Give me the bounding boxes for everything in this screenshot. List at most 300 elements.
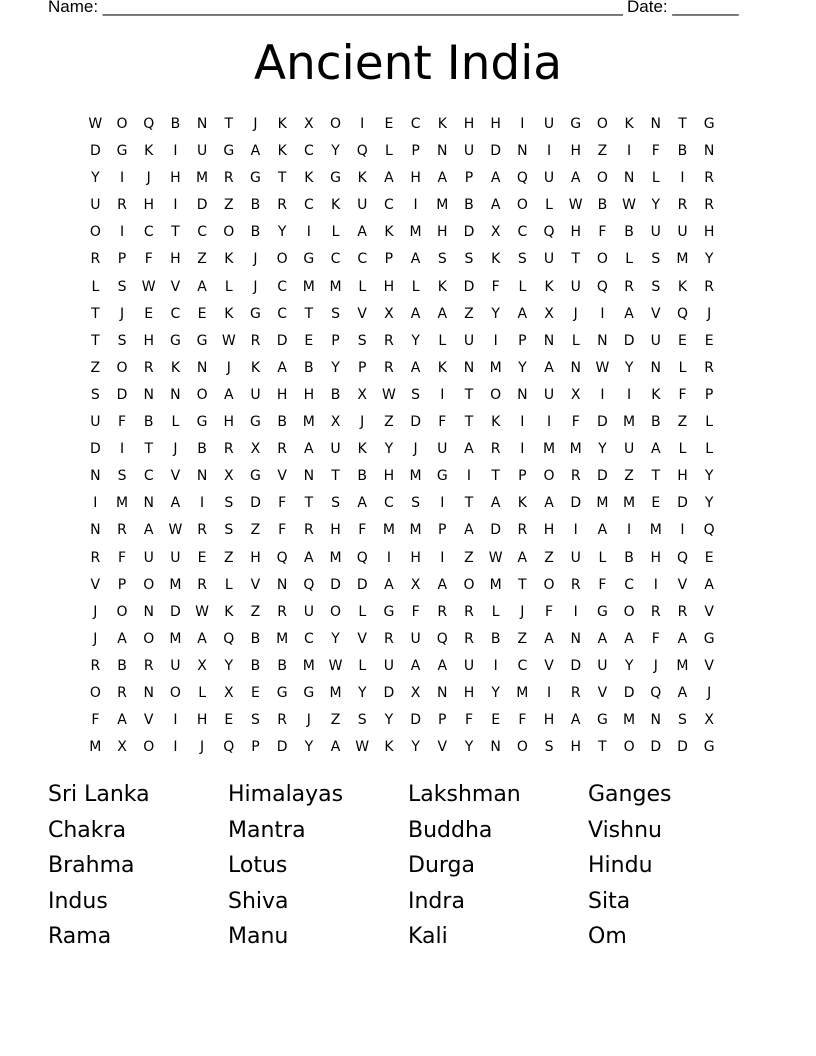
grid-letter[interactable]: G (303, 251, 315, 268)
grid-letter[interactable]: D (597, 414, 608, 431)
grid-letter[interactable]: J (253, 251, 258, 268)
grid-letter[interactable]: O (490, 386, 502, 403)
grid-letter[interactable]: Q (543, 224, 555, 241)
grid-letter[interactable]: F (598, 576, 607, 593)
grid-letter[interactable]: A (544, 630, 554, 647)
grid-letter[interactable]: A (384, 170, 394, 187)
grid-letter[interactable]: M (569, 441, 582, 458)
grid-letter[interactable]: T (518, 576, 527, 593)
grid-letter[interactable]: U (196, 143, 208, 160)
grid-letter[interactable]: R (570, 576, 581, 593)
grid-letter[interactable]: F (438, 414, 447, 431)
grid-letter[interactable]: W (141, 278, 156, 295)
grid-letter[interactable]: M (409, 224, 422, 241)
grid-letter[interactable]: A (197, 278, 207, 295)
grid-letter[interactable]: Z (90, 359, 101, 376)
grid-letter[interactable]: D (490, 522, 502, 539)
grid-letter[interactable]: G (250, 170, 261, 187)
grid-letter[interactable]: O (276, 251, 288, 268)
grid-letter[interactable]: A (704, 576, 714, 593)
grid-letter[interactable]: N (703, 143, 715, 160)
grid-letter[interactable]: L (358, 603, 367, 620)
grid-letter[interactable]: T (598, 739, 607, 756)
grid-letter[interactable]: K (651, 386, 661, 403)
grid-letter[interactable]: E (144, 305, 154, 322)
grid-letter[interactable]: I (200, 495, 205, 512)
grid-letter[interactable]: F (678, 386, 687, 403)
grid-letter[interactable]: U (303, 603, 314, 620)
grid-letter[interactable]: L (411, 278, 420, 295)
grid-letter[interactable]: H (410, 170, 421, 187)
grid-letter[interactable]: R (90, 549, 101, 566)
grid-letter[interactable]: A (357, 495, 367, 512)
grid-letter[interactable]: O (143, 576, 155, 593)
grid-letter[interactable]: A (437, 305, 448, 322)
grid-letter[interactable]: H (143, 332, 154, 349)
grid-letter[interactable]: U (170, 657, 181, 674)
grid-letter[interactable]: F (118, 414, 127, 431)
grid-letter[interactable]: S (411, 495, 421, 512)
grid-letter[interactable]: B (250, 657, 261, 674)
grid-letter[interactable]: I (653, 576, 658, 593)
grid-letter[interactable]: R (303, 522, 314, 539)
grid-letter[interactable]: A (117, 712, 127, 729)
grid-letter[interactable]: V (437, 739, 448, 756)
grid-letter[interactable]: C (517, 657, 528, 674)
grid-letter[interactable]: A (197, 630, 207, 647)
grid-letter[interactable]: Z (250, 603, 261, 620)
grid-letter[interactable]: D (276, 739, 288, 756)
grid-letter[interactable]: U (90, 197, 101, 214)
grid-letter[interactable]: A (143, 522, 154, 539)
grid-letter[interactable]: E (491, 712, 501, 729)
grid-letter[interactable]: X (223, 468, 234, 485)
grid-letter[interactable]: H (463, 684, 475, 701)
grid-letter[interactable]: P (411, 143, 420, 160)
grid-letter[interactable]: L (358, 657, 367, 674)
grid-letter[interactable]: A (517, 549, 528, 566)
grid-letter[interactable]: O (623, 603, 635, 620)
grid-letter[interactable]: A (410, 359, 421, 376)
grid-letter[interactable]: Z (384, 414, 394, 431)
grid-letter[interactable]: A (304, 549, 314, 566)
grid-letter[interactable]: I (520, 116, 525, 132)
grid-letter[interactable]: I (386, 549, 391, 566)
grid-letter[interactable]: O (623, 739, 635, 756)
grid-letter[interactable]: B (143, 414, 154, 431)
grid-letter[interactable]: M (409, 468, 422, 485)
grid-letter[interactable]: R (677, 603, 688, 620)
grid-letter[interactable]: Y (331, 630, 340, 647)
grid-letter[interactable]: D (597, 468, 608, 485)
grid-letter[interactable]: D (677, 739, 688, 756)
grid-letter[interactable]: W (221, 332, 236, 349)
grid-letter[interactable]: L (598, 549, 607, 566)
grid-letter[interactable]: N (570, 630, 581, 647)
grid-letter[interactable]: L (518, 278, 527, 295)
grid-letter[interactable]: T (171, 224, 180, 241)
grid-letter[interactable]: K (491, 251, 501, 268)
grid-letter[interactable]: G (570, 116, 582, 132)
grid-letter[interactable]: N (623, 170, 635, 187)
grid-letter[interactable]: I (93, 495, 98, 512)
grid-letter[interactable]: Y (518, 359, 527, 376)
grid-letter[interactable]: T (277, 170, 287, 187)
grid-letter[interactable]: I (680, 522, 685, 539)
grid-letter[interactable]: G (703, 630, 715, 647)
grid-letter[interactable]: K (277, 143, 287, 160)
grid-letter[interactable]: M (329, 278, 342, 295)
grid-letter[interactable]: I (493, 657, 498, 674)
grid-letter[interactable]: R (143, 657, 154, 674)
grid-letter[interactable]: S (544, 739, 554, 756)
grid-letter[interactable]: A (464, 522, 474, 539)
grid-letter[interactable]: Y (624, 359, 634, 376)
grid-letter[interactable]: L (198, 684, 206, 701)
grid-letter[interactable]: I (360, 116, 365, 132)
grid-letter[interactable]: J (119, 305, 125, 322)
grid-letter[interactable]: G (703, 116, 715, 132)
grid-letter[interactable]: A (437, 657, 448, 674)
grid-letter[interactable]: U (143, 549, 154, 566)
grid-letter[interactable]: D (276, 332, 288, 349)
grid-letter[interactable]: M (169, 630, 182, 647)
grid-letter[interactable]: O (143, 630, 155, 647)
grid-letter[interactable]: B (170, 116, 181, 132)
grid-letter[interactable]: F (358, 522, 367, 539)
grid-letter[interactable]: M (596, 495, 609, 512)
grid-letter[interactable]: N (196, 359, 208, 376)
grid-letter[interactable]: Y (704, 468, 714, 485)
grid-letter[interactable]: D (170, 603, 181, 620)
grid-letter[interactable]: R (250, 332, 261, 349)
grid-letter[interactable]: A (223, 386, 234, 403)
grid-letter[interactable]: G (250, 305, 261, 322)
grid-letter[interactable]: Y (464, 739, 474, 756)
grid-letter[interactable]: N (170, 386, 181, 403)
grid-letter[interactable]: R (277, 603, 288, 620)
grid-letter[interactable]: U (570, 549, 581, 566)
grid-letter[interactable]: V (704, 603, 714, 620)
grid-letter[interactable]: M (676, 251, 689, 268)
grid-letter[interactable]: M (676, 657, 689, 674)
grid-letter[interactable]: P (357, 359, 367, 376)
grid-letter[interactable]: A (410, 305, 421, 322)
grid-letter[interactable]: D (463, 224, 475, 241)
grid-letter[interactable]: M (329, 684, 342, 701)
grid-letter[interactable]: F (118, 549, 127, 566)
grid-letter[interactable]: I (119, 170, 125, 187)
grid-letter[interactable]: O (543, 576, 555, 593)
grid-letter[interactable]: G (436, 468, 448, 485)
grid-letter[interactable]: K (277, 116, 287, 132)
grid-letter[interactable]: C (277, 305, 288, 322)
grid-letter[interactable]: H (383, 278, 395, 295)
grid-letter[interactable]: D (570, 657, 582, 674)
grid-letter[interactable]: K (224, 603, 234, 620)
grid-letter[interactable]: U (357, 197, 368, 214)
grid-letter[interactable]: M (409, 522, 422, 539)
grid-letter[interactable]: O (116, 603, 128, 620)
grid-letter[interactable]: I (600, 386, 605, 403)
grid-letter[interactable]: X (490, 224, 501, 241)
grid-letter[interactable]: Y (331, 143, 340, 160)
grid-letter[interactable]: Z (677, 414, 688, 431)
grid-letter[interactable]: P (464, 170, 474, 187)
grid-letter[interactable]: L (705, 441, 714, 458)
grid-letter[interactable]: H (410, 549, 421, 566)
grid-letter[interactable]: H (543, 522, 555, 539)
grid-letter[interactable]: N (303, 468, 315, 485)
grid-letter[interactable]: Z (223, 197, 234, 214)
grid-letter[interactable]: L (385, 143, 393, 160)
grid-letter[interactable]: Y (277, 224, 287, 241)
grid-letter[interactable]: G (303, 684, 315, 701)
grid-letter[interactable]: D (250, 495, 261, 512)
grid-letter[interactable]: O (463, 576, 475, 593)
grid-letter[interactable]: D (330, 576, 341, 593)
grid-letter[interactable]: Y (384, 712, 394, 729)
grid-letter[interactable]: A (304, 441, 314, 458)
grid-letter[interactable]: X (304, 116, 314, 132)
grid-letter[interactable]: I (520, 414, 525, 431)
grid-letter[interactable]: I (173, 739, 178, 756)
grid-letter[interactable]: H (223, 414, 235, 431)
grid-letter[interactable]: R (277, 712, 288, 729)
grid-letter[interactable]: F (598, 224, 607, 241)
grid-letter[interactable]: I (546, 684, 552, 701)
grid-letter[interactable]: G (116, 143, 128, 160)
grid-letter[interactable]: M (623, 414, 636, 431)
grid-letter[interactable]: P (704, 386, 714, 403)
grid-letter[interactable]: B (357, 468, 368, 485)
grid-letter[interactable]: R (197, 576, 207, 593)
grid-letter[interactable]: A (410, 251, 421, 268)
grid-letter[interactable]: A (570, 170, 581, 187)
grid-letter[interactable]: W (622, 197, 637, 214)
grid-letter[interactable]: B (250, 224, 261, 241)
grid-letter[interactable]: Y (651, 197, 661, 214)
grid-letter[interactable]: R (704, 278, 715, 295)
grid-letter[interactable]: I (466, 468, 472, 485)
grid-letter[interactable]: G (196, 414, 208, 431)
grid-letter[interactable]: R (437, 603, 448, 620)
grid-letter[interactable]: M (302, 414, 315, 431)
grid-letter[interactable]: U (170, 549, 181, 566)
grid-letter[interactable]: B (624, 224, 634, 241)
grid-letter[interactable]: S (357, 332, 367, 349)
grid-letter[interactable]: Y (224, 657, 234, 674)
grid-letter[interactable]: C (197, 224, 207, 241)
grid-letter[interactable]: P (384, 251, 394, 268)
grid-letter[interactable]: R (650, 603, 661, 620)
grid-letter[interactable]: U (330, 441, 341, 458)
grid-letter[interactable]: R (277, 441, 288, 458)
grid-letter[interactable]: V (357, 630, 367, 647)
grid-letter[interactable]: A (437, 170, 448, 187)
grid-letter[interactable]: Y (357, 684, 367, 701)
grid-letter[interactable]: M (623, 712, 636, 729)
grid-letter[interactable]: U (250, 386, 261, 403)
grid-letter[interactable]: J (253, 278, 258, 295)
grid-letter[interactable]: T (678, 116, 687, 132)
grid-letter[interactable]: H (383, 468, 395, 485)
grid-letter[interactable]: F (278, 522, 287, 539)
grid-letter[interactable]: S (517, 251, 527, 268)
grid-letter[interactable]: U (543, 251, 555, 268)
grid-letter[interactable]: C (330, 251, 341, 268)
grid-letter[interactable]: R (223, 441, 234, 458)
grid-letter[interactable]: E (651, 495, 661, 512)
grid-letter[interactable]: M (489, 359, 502, 376)
grid-letter[interactable]: S (678, 712, 687, 729)
grid-letter[interactable]: A (490, 495, 501, 512)
grid-letter[interactable]: P (251, 739, 260, 756)
grid-letter[interactable]: Z (544, 549, 554, 566)
grid-letter[interactable]: D (410, 414, 421, 431)
grid-letter[interactable]: V (704, 657, 714, 674)
grid-letter[interactable]: L (91, 278, 100, 295)
grid-letter[interactable]: R (384, 359, 394, 376)
grid-letter[interactable]: L (678, 441, 687, 458)
grid-letter[interactable]: D (623, 332, 635, 349)
grid-letter[interactable]: L (491, 603, 500, 620)
grid-letter[interactable]: X (197, 657, 207, 674)
grid-letter[interactable]: A (170, 495, 181, 512)
grid-letter[interactable]: J (653, 657, 658, 674)
grid-letter[interactable]: F (651, 143, 660, 160)
grid-letter[interactable]: W (195, 603, 210, 620)
grid-letter[interactable]: C (143, 224, 154, 241)
grid-letter[interactable]: N (490, 739, 501, 756)
grid-letter[interactable]: Z (624, 468, 634, 485)
grid-letter[interactable]: E (304, 332, 314, 349)
grid-letter[interactable]: T (331, 468, 340, 485)
grid-letter[interactable]: Y (491, 684, 500, 701)
grid-letter[interactable]: C (303, 143, 314, 160)
grid-letter[interactable]: H (490, 116, 501, 132)
grid-letter[interactable]: Q (143, 116, 155, 132)
grid-letter[interactable]: Y (704, 251, 714, 268)
grid-letter[interactable]: F (411, 603, 420, 620)
grid-letter[interactable]: L (705, 414, 714, 431)
grid-letter[interactable]: K (437, 116, 447, 132)
grid-letter[interactable]: I (627, 522, 632, 539)
grid-letter[interactable]: D (383, 684, 395, 701)
grid-letter[interactable]: J (707, 305, 712, 322)
grid-letter[interactable]: D (196, 197, 208, 214)
grid-letter[interactable]: A (357, 224, 367, 241)
grid-letter[interactable]: O (169, 684, 181, 701)
grid-letter[interactable]: L (224, 278, 233, 295)
grid-letter[interactable]: Y (91, 170, 100, 187)
grid-letter[interactable]: H (650, 549, 662, 566)
grid-letter[interactable]: M (436, 197, 449, 214)
grid-letter[interactable]: L (678, 359, 687, 376)
grid-letter[interactable]: T (304, 495, 314, 512)
grid-letter[interactable]: H (543, 712, 555, 729)
grid-letter[interactable]: J (360, 414, 365, 431)
grid-letter[interactable]: H (170, 251, 181, 268)
grid-letter[interactable]: W (381, 386, 396, 403)
grid-letter[interactable]: X (544, 305, 554, 322)
grid-letter[interactable]: O (330, 116, 342, 132)
grid-letter[interactable]: R (384, 332, 394, 349)
grid-letter[interactable]: P (438, 522, 447, 539)
grid-letter[interactable]: A (624, 305, 634, 322)
grid-letter[interactable]: T (304, 305, 314, 322)
grid-letter[interactable]: A (544, 495, 554, 512)
grid-letter[interactable]: V (357, 305, 367, 322)
grid-letter[interactable]: B (250, 197, 261, 214)
grid-letter[interactable]: W (595, 359, 610, 376)
grid-letter[interactable]: N (517, 143, 528, 160)
grid-letter[interactable]: Q (303, 576, 315, 593)
grid-letter[interactable]: H (703, 224, 715, 241)
grid-letter[interactable]: K (330, 197, 341, 214)
grid-letter[interactable]: P (117, 251, 127, 268)
grid-letter[interactable]: Z (250, 522, 261, 539)
grid-letter[interactable]: H (196, 712, 208, 729)
grid-letter[interactable]: R (90, 251, 101, 268)
grid-letter[interactable]: J (93, 603, 98, 620)
grid-letter[interactable]: U (463, 143, 475, 160)
grid-letter[interactable]: J (707, 684, 712, 701)
grid-letter[interactable]: M (329, 549, 342, 566)
grid-letter[interactable]: V (90, 576, 101, 593)
date-field-line[interactable]: Date: _______ (627, 0, 739, 16)
grid-letter[interactable]: V (170, 468, 181, 485)
grid-letter[interactable]: W (355, 739, 370, 756)
grid-letter[interactable]: B (597, 197, 608, 214)
grid-letter[interactable]: T (651, 468, 661, 485)
grid-letter[interactable]: D (623, 684, 635, 701)
grid-letter[interactable]: D (89, 441, 101, 458)
grid-letter[interactable]: N (196, 468, 208, 485)
grid-letter[interactable]: R (570, 468, 581, 485)
grid-letter[interactable]: Z (517, 630, 528, 647)
grid-letter[interactable]: O (89, 224, 101, 241)
grid-letter[interactable]: F (144, 251, 153, 268)
grid-letter[interactable]: B (277, 414, 287, 431)
grid-letter[interactable]: B (624, 549, 634, 566)
grid-letter[interactable]: K (250, 359, 261, 376)
grid-letter[interactable]: B (464, 197, 474, 214)
grid-letter[interactable]: N (143, 603, 154, 620)
grid-letter[interactable]: K (437, 359, 447, 376)
grid-letter[interactable]: A (597, 522, 608, 539)
grid-letter[interactable]: B (490, 630, 501, 647)
grid-letter[interactable]: G (250, 414, 261, 431)
grid-letter[interactable]: S (251, 712, 260, 729)
grid-letter[interactable]: X (223, 684, 234, 701)
grid-letter[interactable]: X (357, 386, 368, 403)
grid-letter[interactable]: G (250, 468, 261, 485)
grid-letter[interactable]: N (517, 386, 528, 403)
grid-letter[interactable]: Z (197, 251, 207, 268)
grid-letter[interactable]: U (437, 441, 448, 458)
grid-letter[interactable]: I (600, 305, 605, 322)
grid-letter[interactable]: B (304, 359, 314, 376)
grid-letter[interactable]: E (678, 332, 687, 349)
grid-letter[interactable]: Z (223, 549, 234, 566)
grid-letter[interactable]: I (119, 441, 125, 458)
grid-letter[interactable]: K (384, 739, 394, 756)
grid-letter[interactable]: Q (676, 305, 688, 322)
grid-letter[interactable]: K (437, 278, 447, 295)
grid-letter[interactable]: T (464, 386, 474, 403)
grid-letter[interactable]: Q (223, 630, 235, 647)
